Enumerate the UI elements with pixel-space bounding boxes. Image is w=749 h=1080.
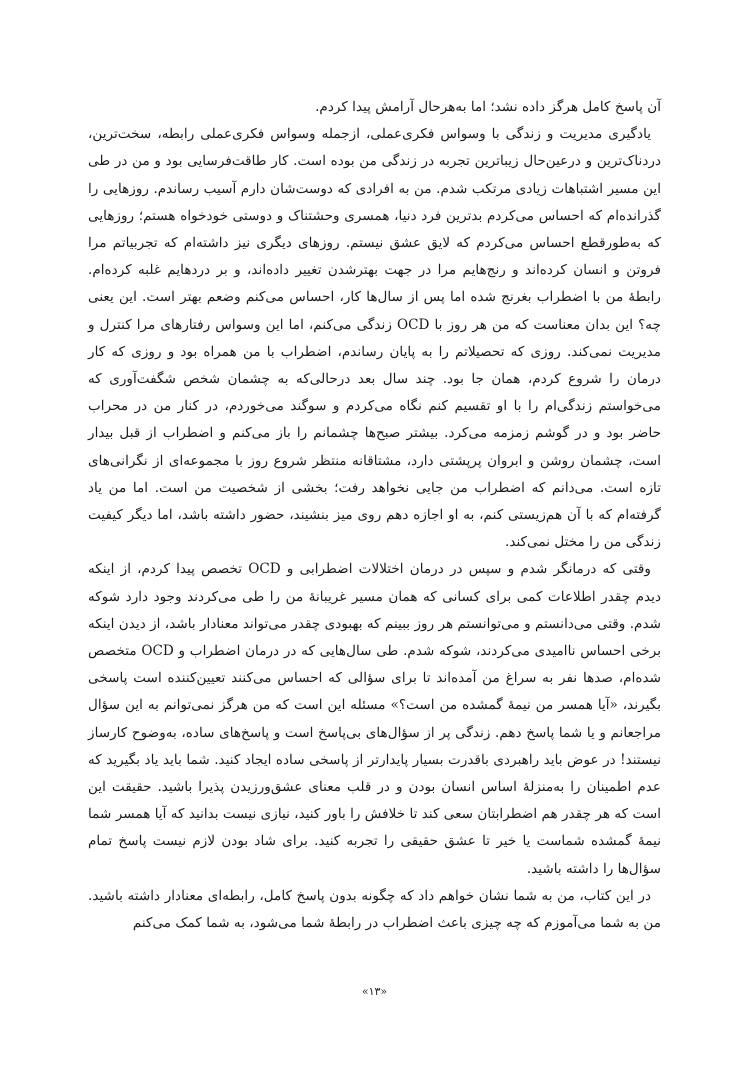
page-number: «۱۳»	[361, 985, 388, 998]
paragraph-becoming-therapist: وقتی که درمانگر شدم و سپس در درمان اختلالات اضطرابی و OCD تخصص پیدا کردم، از اینکه دیدم چقدر اطلاعات کمی برای کسانی که همان مسیر غریبانهٔ من را طی می‌کردند وجود دارد شوکه شدم. وقتی می‌دانستم و می‌توانستم هر روز ببینم که بهبودی چقدر می‌تواند معنادار باشد، از دیدن اینکه برخی احساس ناامیدی می‌کردند، شوکه شدم. طی سال‌هایی که در درمان اضطراب و OCD متخصص شده‌ام، صدها نفر به سراغ من آمده‌اند تا برای سؤالی که احساس می‌کنند تعیین‌کننده است پاسخی بگیرند، «آیا همسر من نیمهٔ گمشده من است؟» مسئله این است که من هرگز نمی‌توانم به این سؤال مراجعانم و یا شما پاسخ دهم. زندگی پر از سؤال‌های بی‌پاسخ است و پاسخ‌های ساده، به‌وضوح کارساز نیستند! در عوض باید راهبردی باقدرت بسیار پایدارتر از پاسخی ساده ایجاد کنید. شما باید یاد بگیرید که عدم اطمینان را به‌منزلهٔ اساس انسان بودن و در قلب معنای عشق‌ورزیدن پذیرا باشید. حقیقت این است که هر چقدر هم اضطرابتان سعی کند تا خلافش را باور کنید، نیازی نیست بدانید که آیا همسر شما نیمهٔ گمشده شماست یا خیر تا عشق حقیقی را تجربه کنید. برای شاد بودن لازم نیست پاسخ تمام سؤال‌ها را داشته باشید.	[88, 561, 662, 877]
body-text	[88, 94, 661, 937]
paragraph-in-this-book: در این کتاب، من به شما نشان خواهم داد که چگونه بدون پاسخ کامل، رابطه‌ای معنادار داشته باشید. من به شما می‌آموزم که چه چیزی باعث اضطراب در رابطهٔ شما می‌شود، به شما کمک می‌کنم	[88, 887, 661, 932]
paragraph-opening-line: آن پاسخ کامل هرگز داده نشد؛ اما به‌هرحال آرامش پیدا کردم.	[315, 99, 661, 115]
paragraph-learning-with-ocd: یادگیری مدیریت و زندگی با وسواس فکری‌عملی، ازجمله وسواس فکری‌عملی رابطه، سخت‌ترین، دردناک‌ترین و درعین‌حال زیباترین تجربه در زندگی من بوده است. کار طاقت‌فرسایی بود و من در طی این مسیر اشتباهات زیادی مرتکب شدم. من به افرادی که دوست‌شان دارم آسیب رساندم. روزهایی را گذرانده‌ام که احساس می‌کردم بدترین فرد دنیا، همسری وحشتناک و دوستی خودخواه هستم؛ روزهایی که به‌طورقطع احساس می‌کردم که لایق عشق نیستم. روزهای دیگری نیز داشته‌ام که تجربیاتم مرا فروتن و انسان کرده‌اند و رنج‌هایم مرا در جهت بهترشدن تغییر داده‌اند، و بر دردهایم غلبه کرده‌ام. رابطهٔ من با اضطراب بغرنج شده اما پس از سال‌ها کار، احساس می‌کنم وضعم بهتر است. این یعنی چه؟ این بدان معناست که من هر روز با OCD زندگی می‌کنم، اما این وسواس رفتارهای مرا کنترل و مدیریت نمی‌کند. روزی که تحصیلاتم را به پایان رساندم، اضطراب با من همراه بود و روزی که کار درمان را شروع کردم، همان جا بود. چند سال بعد درحالی‌که به چشمان شخص شگفت‌آوری که می‌خواستم زندگی‌ام را با او تقسیم کنم نگاه می‌کردم و سوگند می‌خوردم، در کنار من در محراب حاضر بود و در گوشم زمزمه می‌کرد. بیشتر صبح‌ها چشمانم را باز می‌کنم و اضطراب از قبل بیدار است، چشمان روشن و ابروان پرپشتی دارد، مشتاقانه منتظر شروع روز با مجموعه‌ای از نگرانی‌های تازه است. می‌دانم که اضطراب من جایی نخواهد رفت؛ بخشی از شخصیت من است. اما من یاد گرفته‌ام که با آن هم‌زیستی کنم، به او اجازه دهم روی میز بنشیند، حضور داشته باشد، اما دیگر کیفیت زندگی من را مختل نمی‌کند.	[88, 126, 661, 551]
